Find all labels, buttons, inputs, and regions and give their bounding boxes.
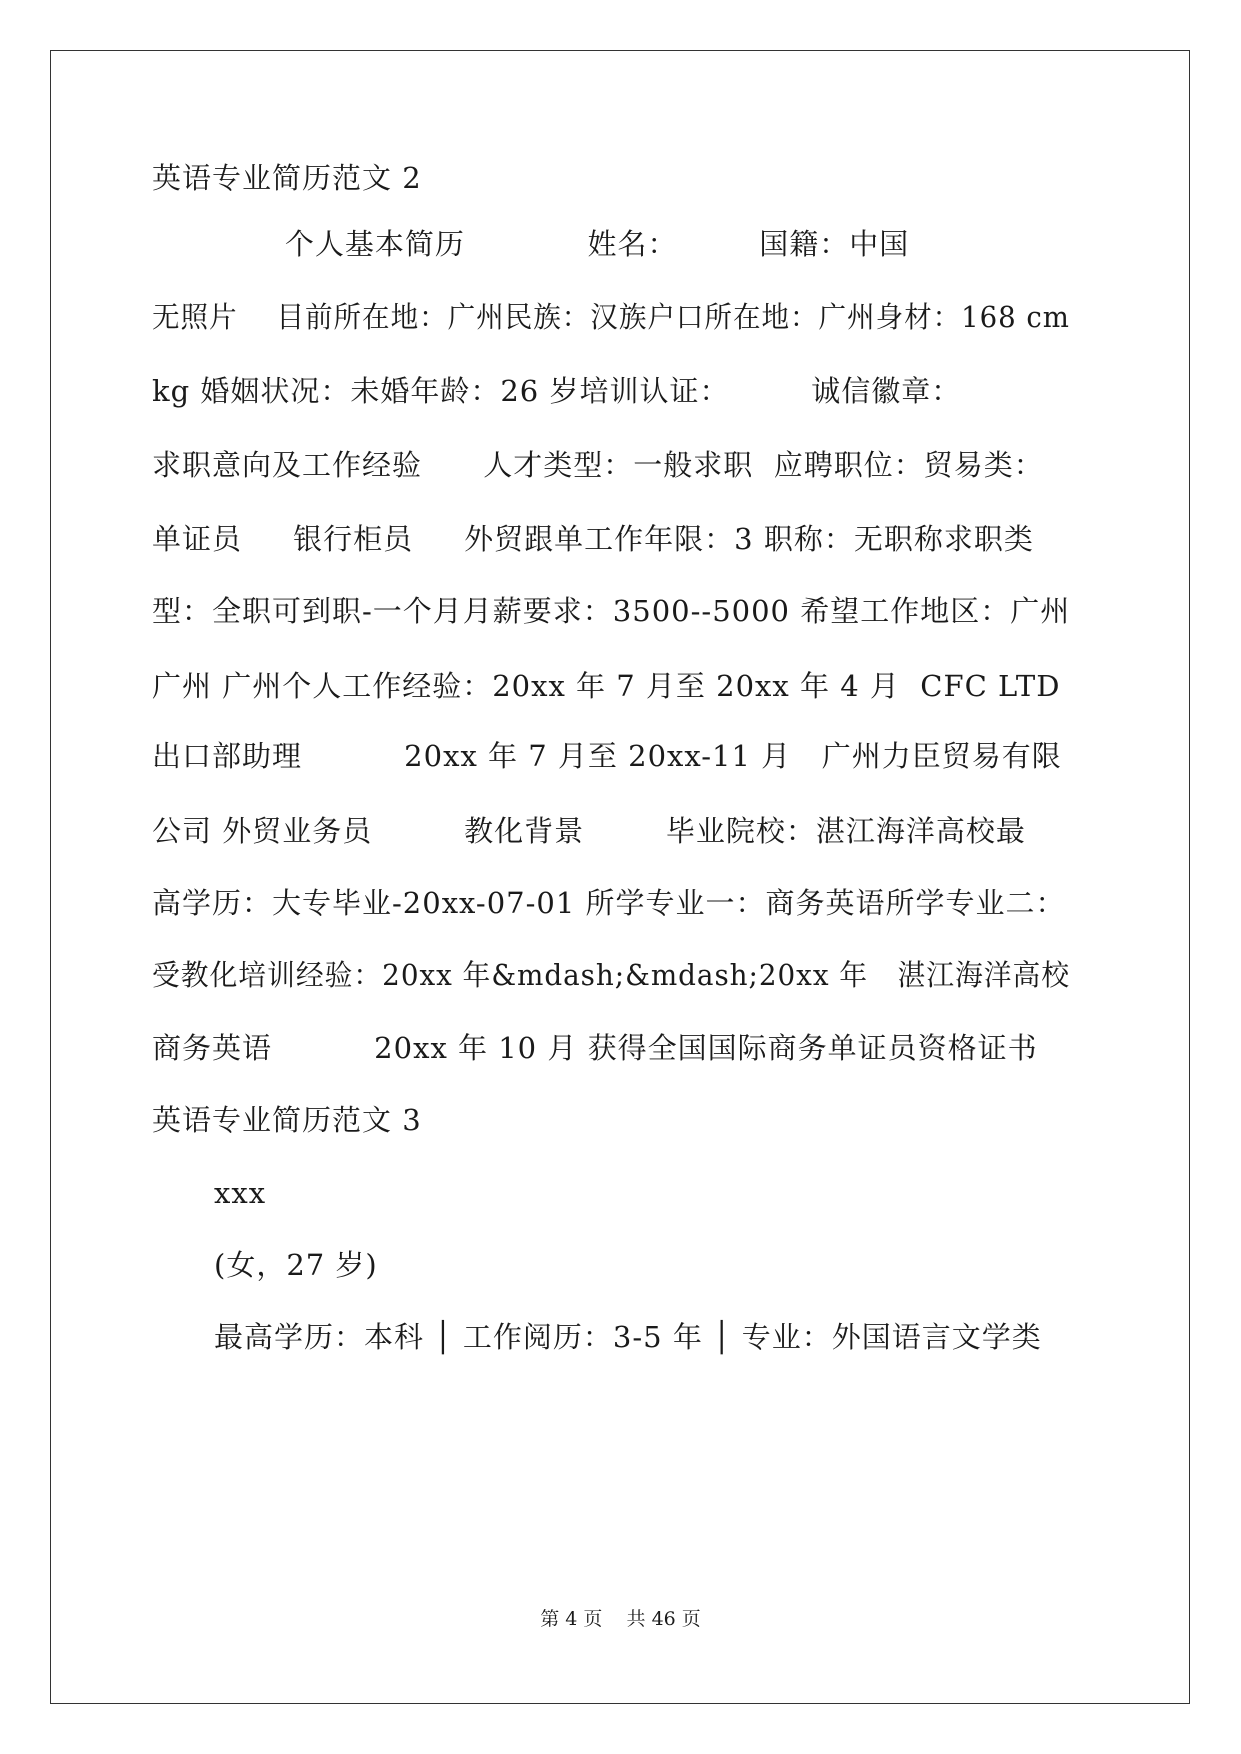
text-line: 受教化培训经验：20xx 年&mdash;&mdash;20xx 年 湛江海洋高校 bbox=[152, 958, 1071, 992]
text-line: 出口部助理 20xx 年 7 月至 20xx-11 月 广州力臣贸易有限 bbox=[152, 739, 1062, 773]
page-number-footer: 第 4 页 共 46 页 bbox=[540, 1608, 701, 1630]
candidate-gender-age: (女，27 岁) bbox=[214, 1248, 378, 1282]
text-line: 单证员 银行柜员 外贸跟单工作年限：3 职称：无职称求职类 bbox=[152, 522, 1034, 556]
text-line: 型：全职可到职-一个月月薪要求：3500--5000 希望工作地区：广州 bbox=[152, 594, 1071, 628]
text-line: 求职意向及工作经验 人才类型：一般求职 应聘职位：贸易类： bbox=[152, 448, 1044, 482]
text-line: 个人基本简历 姓名： 国籍：中国 bbox=[152, 227, 910, 261]
candidate-name: xxx bbox=[214, 1176, 267, 1210]
heading-resume-2: 英语专业简历范文 2 bbox=[152, 161, 422, 195]
text-line: 商务英语 20xx 年 10 月 获得全国国际商务单证员资格证书 bbox=[152, 1031, 1038, 1065]
text-line: kg 婚姻状况：未婚年龄：26 岁培训认证： 诚信徽章： bbox=[152, 374, 962, 408]
candidate-summary: 最高学历：本科 │ 工作阅历：3-5 年 │ 专业：外国语言文学类 bbox=[214, 1320, 1042, 1354]
text-line: 广州 广州个人工作经验：20xx 年 7 月至 20xx 年 4 月 CFC LTD bbox=[152, 669, 1061, 703]
text-line: 高学历：大专毕业-20xx-07-01 所学专业一：商务英语所学专业二： bbox=[152, 886, 1066, 920]
text-line: 公司 外贸业务员 教化背景 毕业院校：湛江海洋高校最 bbox=[152, 814, 1026, 848]
text-line: 无照片 目前所在地：广州民族：汉族户口所在地：广州身材：168 cm bbox=[152, 300, 1070, 334]
heading-resume-3: 英语专业简历范文 3 bbox=[152, 1103, 422, 1137]
